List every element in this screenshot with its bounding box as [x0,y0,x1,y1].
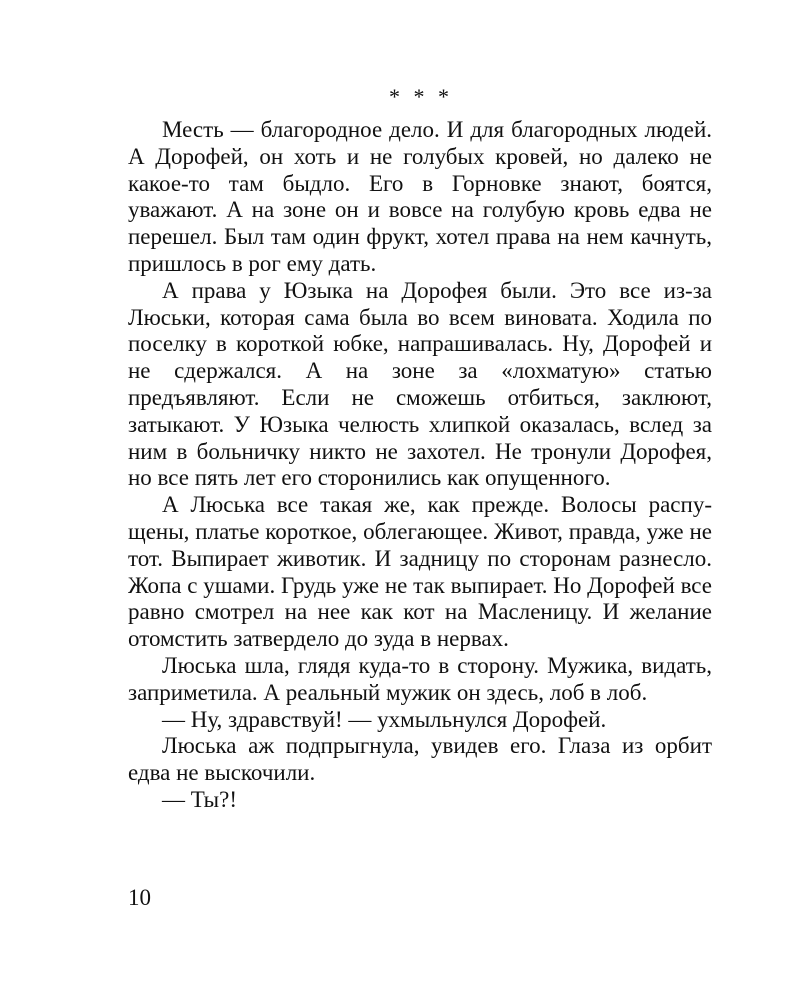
section-separator: * * * [389,84,453,109]
paragraph: А Люська все такая же, как прежде. Волосы распущены, платье короткое, облегающее. Живот, правда, уже не тот. Выпирает животик. И задницу по сторонам разнесло. Жопа с ушами. Грудь уже не так выпирает. Но Дорофей все равно смотрел на нее как кот на Масленицу. И желание отомстить затвердело до зуда в нервах. [128,492,712,652]
dialogue-line: — Ты?! [162,786,237,812]
paragraph: А права у Юзыка на Дорофея были. Это все из-за Люськи, которая сама была во всем виновата. Ходила по поселку в короткой юбке, напрашивалась. Ну, Дорофей и не сдержался. А на зоне за «лохматую» статью предъявляют. Если не сможешь отбиться, заклюют, затыкают. У Юзыка челюсть хлипкой оказалась, вслед за ним в больничку никто не захотел. Не тронули Дорофея, но все пять лет его сторонились как опущенного. [128,277,712,491]
paragraph: Люська шла, глядя куда-то в сторону. Мужика, видать, заприметила. А реальный мужик он здесь, лоб в лоб. [128,652,712,705]
dialogue-line: — Ну, здравствуй! — ухмыльнулся Дорофей. [162,706,607,732]
paragraph: Месть — благородное дело. И для благородных людей. А Дорофей, он хоть и не голубых кровей, но далеко не какое-то там быдло. Его в Горновке знают, боятся, уважают. А на зоне он и вовсе на голубую кровь едва не перешел. Был там один фрукт, хотел права на нем качнуть, пришлось в рог ему дать. [128,117,712,276]
paragraph: Люська аж подпрыгнула, увидев его. Глаза из орбит едва не выскочили. [128,733,712,786]
page-number: 10 [128,885,151,910]
text-body [128,117,712,814]
